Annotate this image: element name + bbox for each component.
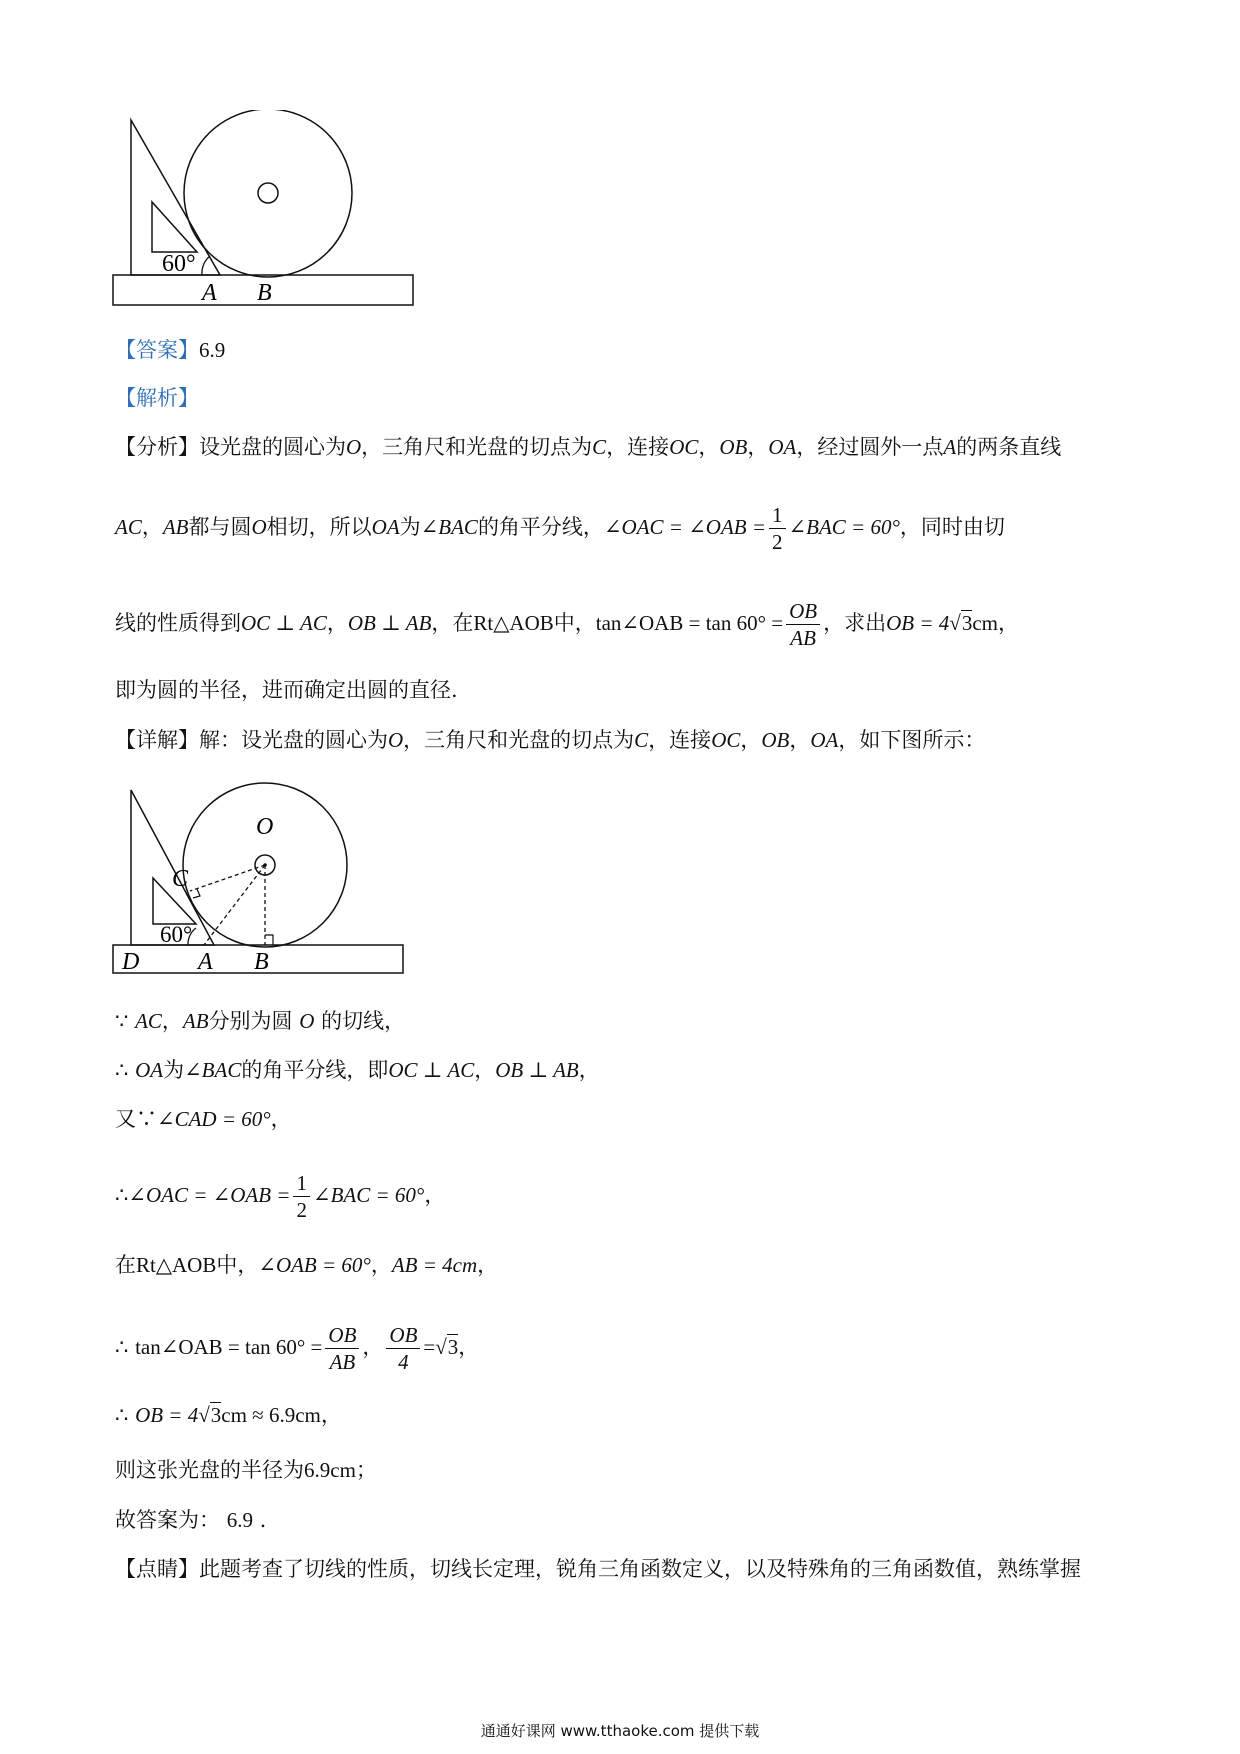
figure2-label-d: D [122,949,140,975]
fraction-ob-ab: $\frac{OB}{AB}$ [325,1322,359,1375]
figure-1 [110,110,420,310]
figure2-label-c: C [172,866,189,892]
segment-oa [204,865,265,945]
figure2-angle-label: 60° [160,922,193,947]
footer: 通通好课网 www.tthaoke.com 提供下载 [480,1722,760,1740]
disc-center [258,183,278,203]
answer-tag: 【答案】 [115,338,199,362]
step-8: 则这张光盘的半径为6.9cm； [115,1458,377,1482]
step-4: ∴∠OAC = ∠OAB = $\frac{1}{2}$ ∠BAC = 60°， [115,1171,446,1222]
analysis-line-3: 线的性质得到OC ⊥ AC，OB ⊥ AB，在Rt△AOB中，tan∠OAB = tan 60° = $\frac{OB}{AB}$ ，求出OB = 4√3cm， [115,599,1019,650]
analysis-tag: 【解析】 [115,386,199,410]
figure1-label-a: A [202,280,217,306]
step-9: 故答案为： 6.9 . [115,1508,267,1532]
step-7: ∴ OB = 4√3cm ≈ 6.9cm， [115,1403,342,1427]
step-6: ∴ tan∠OAB = tan 60° = $\frac{OB}{AB}$ ， $\frac{OB}{4}$ =√3， [115,1323,480,1374]
answer-line [115,335,225,365]
answer-value: 6.9 [199,338,226,362]
analysis-line-1: 【分析】设光盘的圆心为O，三角尺和光盘的切点为C，连接OC，OB，OA，经过圆外一点A的两条直线 [115,435,1062,459]
figure2-label-o: O [256,814,274,840]
step-3: 又∵∠CAD = 60°， [115,1107,292,1131]
analysis-line-4: 即为圆的半径，进而确定出圆的直径. [115,678,458,702]
comment-text: 此题考查了切线的性质，切线长定理，锐角三角函数定义，以及特殊角的三角函数值，熟练掌握 [199,1557,1081,1581]
fraction-ob-4: $\frac{OB}{4}$ [386,1322,420,1375]
step-2: ∴ OA为∠BAC的角平分线，即OC ⊥ AC，OB ⊥ AB， [115,1058,600,1082]
analysis-line-2: AC，AB都与圆O相切，所以OA为∠BAC的角平分线，∠OAC = ∠OAB = $\frac{1}{2}$ ∠BAC = 60°，同时由切 [115,503,1005,554]
disc-circle [184,110,352,277]
figure1-label-b: B [257,280,272,306]
angle-arc [202,256,210,275]
right-angle-b [265,935,273,945]
figure2-label-b: B [254,949,269,975]
figure-2 [110,780,420,980]
segment-oc [190,865,265,891]
right-angle-c [193,889,200,898]
figure2-label-a: A [198,949,213,975]
triangle-ruler-inner [152,202,197,252]
step-5: 在Rt△AOB中，∠OAB = 60°，AB = 4cm， [115,1253,499,1277]
analysis-heading [115,383,199,413]
fraction-half: $\frac{1}{2}$ [293,1170,310,1223]
comment-tag: 【点睛】 [115,1557,199,1581]
fraction-half: $\frac{1}{2}$ [769,502,786,555]
step-1: ∵ AC，AB分别为圆 O 的切线， [115,1009,406,1033]
figure1-angle-label: 60° [162,251,196,277]
detail-line-1: 【详解】解：设光盘的圆心为O，三角尺和光盘的切点为C，连接OC，OB，OA，如下图所示： [115,728,986,752]
comment-line [115,1554,1081,1584]
fraction-ob-ab: $\frac{OB}{AB}$ [786,598,820,651]
